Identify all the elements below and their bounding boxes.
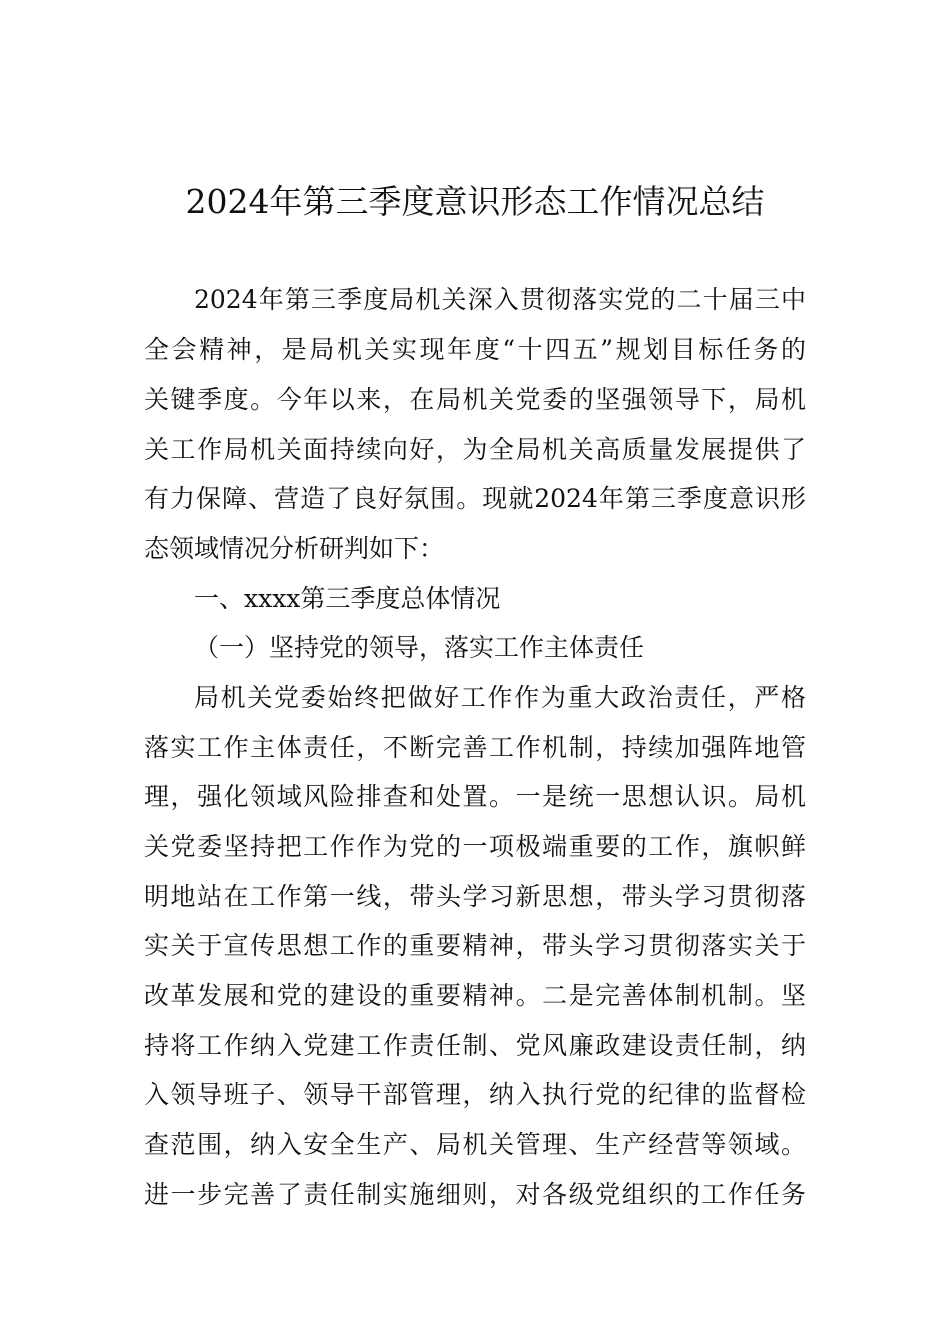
paragraph-line: 关键季度。今年以来，在局机关党委的坚强领导下，局机	[144, 385, 806, 414]
paragraph-line: 查范围，纳入安全生产、局机关管理、生产经营等领域。	[144, 1130, 806, 1159]
paragraph-line: 关工作局机关面持续向好，为全局机关高质量发展提供了	[144, 435, 806, 464]
paragraph-line: 明地站在工作第一线，带头学习新思想，带头学习贯彻落	[144, 882, 806, 911]
paragraph-line: 持将工作纳入党建工作责任制、党风廉政建设责任制，纳	[144, 1031, 806, 1060]
paragraph-line: 有力保障、营造了良好氛围。现就2024年第三季度意识形	[144, 484, 806, 513]
paragraph-line: 关党委坚持把工作作为党的一项极端重要的工作，旗帜鲜	[144, 832, 806, 861]
paragraph-line: 2024年第三季度局机关深入贯彻落实党的二十届三中	[194, 285, 806, 314]
subsection-heading: （一）坚持党的领导，落实工作主体责任	[194, 633, 645, 662]
paragraph-line: 局机关党委始终把做好工作作为重大政治责任，严格	[194, 683, 806, 712]
section-heading: 一、xxxx第三季度总体情况	[194, 584, 501, 613]
document-title: 2024年第三季度意识形态工作情况总结	[185, 182, 765, 221]
paragraph-line: 进一步完善了责任制实施细则，对各级党组织的工作任务	[144, 1180, 806, 1209]
paragraph-line: 落实工作主体责任，不断完善工作机制，持续加强阵地管	[144, 733, 806, 762]
paragraph-line: 改革发展和党的建设的重要精神。二是完善体制机制。坚	[144, 981, 806, 1010]
paragraph-line: 入领导班子、领导干部管理，纳入执行党的纪律的监督检	[144, 1080, 806, 1109]
paragraph-line: 实关于宣传思想工作的重要精神，带头学习贯彻落实关于	[144, 931, 806, 960]
paragraph-line: 全会精神，是局机关实现年度“十四五”规划目标任务的	[144, 335, 806, 364]
paragraph-line: 理，强化领域风险排查和处置。一是统一思想认识。局机	[144, 782, 806, 811]
paragraph-line: 态领域情况分析研判如下：	[144, 534, 445, 563]
